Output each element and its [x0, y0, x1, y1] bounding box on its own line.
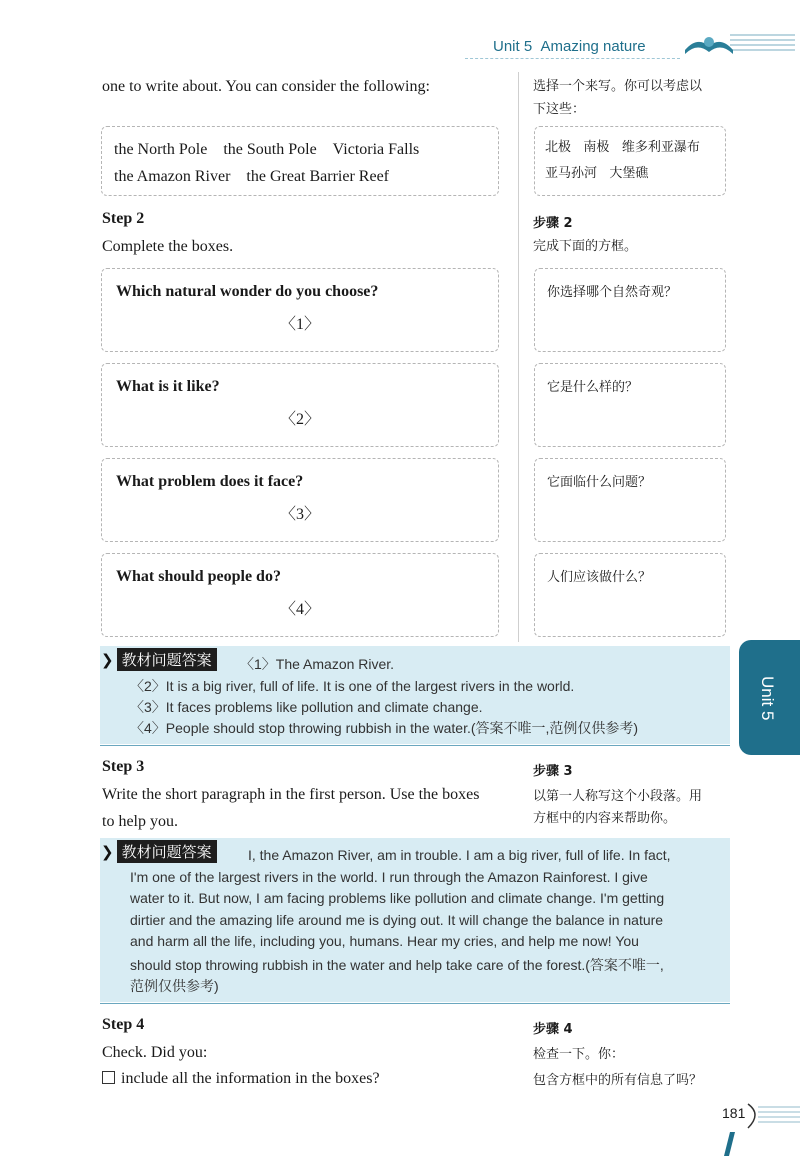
answer1-line4: 〈4〉People should stop throwing rubbish in the water.(答案不唯一,范例仅供参考): [130, 720, 639, 736]
header-unit-title: Unit 5 Amazing nature: [493, 38, 646, 55]
answer-label-1: 教材问题答案: [117, 648, 217, 671]
column-divider: [518, 72, 519, 642]
question-1-text: Which natural wonder do you choose?: [116, 283, 379, 300]
book-decoration-icon: [675, 28, 795, 64]
answer-tag-1: [101, 648, 217, 671]
step3-instruction-line2: to help you.: [102, 813, 178, 830]
answer1-line3: 〈3〉It faces problems like pollution and climate change.: [130, 699, 483, 715]
question-box-4: [101, 553, 499, 637]
step3-title-cn: 步骤 3: [533, 764, 573, 779]
question-2-cn: 它是什么样的？: [547, 380, 639, 395]
question-3-number: 〈3〉: [279, 506, 320, 523]
step2-title-cn: 步骤 2: [533, 216, 573, 231]
question-box-2: [101, 363, 499, 447]
question-box-4-cn: [534, 553, 726, 637]
answer-tag-2: [101, 840, 217, 863]
step4-title: Step 4: [102, 1016, 145, 1033]
question-4-text: What should people do?: [116, 568, 281, 585]
question-box-1: [101, 268, 499, 352]
question-4-cn: 人们应该做什么？: [547, 570, 652, 585]
step4-check-item-cn: 包含方框中的所有信息了吗？: [533, 1073, 703, 1088]
step3-instruction-cn-line1: 以第一人称写这个小段落。用: [533, 789, 703, 804]
options-line1: the North Pole the South Pole Victoria Falls: [114, 141, 420, 158]
question-3-text: What problem does it face?: [116, 473, 304, 490]
step3-instruction-line1: Write the short paragraph in the first person. Use the boxes: [102, 786, 480, 803]
chevron-right-icon: ❯: [101, 650, 114, 669]
options-cn-line2: 亚马孙河 大堡礁: [545, 166, 649, 181]
intro-text: one to write about. You can consider the following:: [102, 78, 430, 95]
chevron-right-icon: ❯: [101, 842, 114, 861]
step4-instruction: Check. Did you:: [102, 1044, 208, 1061]
unit-side-tab: [739, 640, 800, 755]
unit-side-tab-label: Unit 5: [758, 675, 777, 721]
answer-label-2: 教材问题答案: [117, 840, 217, 863]
intro-cn-line1: 选择一个来写。你可以考虑以: [533, 79, 703, 94]
step3-title: Step 3: [102, 758, 145, 775]
question-box-1-cn: [534, 268, 726, 352]
checkbox-icon: [102, 1071, 115, 1084]
header-rule: [465, 58, 680, 59]
step2-instruction-cn: 完成下面的方框。: [533, 239, 638, 254]
answer-rule-1: [100, 745, 730, 746]
page-number: 181: [722, 1105, 746, 1121]
question-2-number: 〈2〉: [279, 411, 320, 428]
question-1-cn: 你选择哪个自然奇观？: [547, 285, 678, 300]
options-box-cn: [534, 126, 726, 196]
page-corner-decoration-icon: [718, 1098, 800, 1158]
question-4-number: 〈4〉: [279, 601, 320, 618]
step4-check-item: include all the information in the boxes?: [102, 1066, 380, 1092]
question-box-3-cn: [534, 458, 726, 542]
answer2-line4: dirtier and the amazing life around me is dying out. It will change the balance in nature: [130, 912, 664, 928]
step4-instruction-cn: 检查一下。你：: [533, 1047, 625, 1062]
options-cn-line1: 北极 南极 维多利亚瀑布: [545, 140, 700, 155]
answer2-line5: and harm all the life, including you, humans. Hear my cries, and help me now! You: [130, 933, 639, 949]
answer2-line1: I, the Amazon River, am in trouble. I am a big river, full of life. In fact,: [248, 847, 671, 863]
options-box: [101, 126, 499, 196]
question-1-number: 〈1〉: [279, 316, 320, 333]
answer-rule-2: [100, 1003, 730, 1004]
answer2-line7: 范例仅供参考): [130, 978, 219, 994]
question-box-3: [101, 458, 499, 542]
answer1-line2: 〈2〉It is a big river, full of life. It is one of the largest rivers in the world.: [130, 678, 575, 694]
answer1-line1: 〈1〉The Amazon River.: [240, 656, 395, 672]
answer2-line2: I'm one of the largest rivers in the world. I run through the Amazon Rainforest. I give: [130, 869, 648, 885]
step2-title: Step 2: [102, 210, 145, 227]
answer2-line6: should stop throwing rubbish in the water and help take care of the forest.(答案不唯一,: [130, 957, 664, 973]
answer2-line3: water to it. But now, I am facing problems like pollution and climate change. I'm getting: [130, 890, 665, 906]
question-2-text: What is it like?: [116, 378, 220, 395]
options-line2: the Amazon River the Great Barrier Reef: [114, 168, 390, 185]
intro-cn-line2: 下这些：: [533, 102, 586, 117]
step3-instruction-cn-line2: 方框中的内容来帮助你。: [533, 811, 677, 826]
step2-instruction: Complete the boxes.: [102, 238, 234, 255]
question-box-2-cn: [534, 363, 726, 447]
step4-title-cn: 步骤 4: [533, 1022, 573, 1037]
question-3-cn: 它面临什么问题？: [547, 475, 652, 490]
